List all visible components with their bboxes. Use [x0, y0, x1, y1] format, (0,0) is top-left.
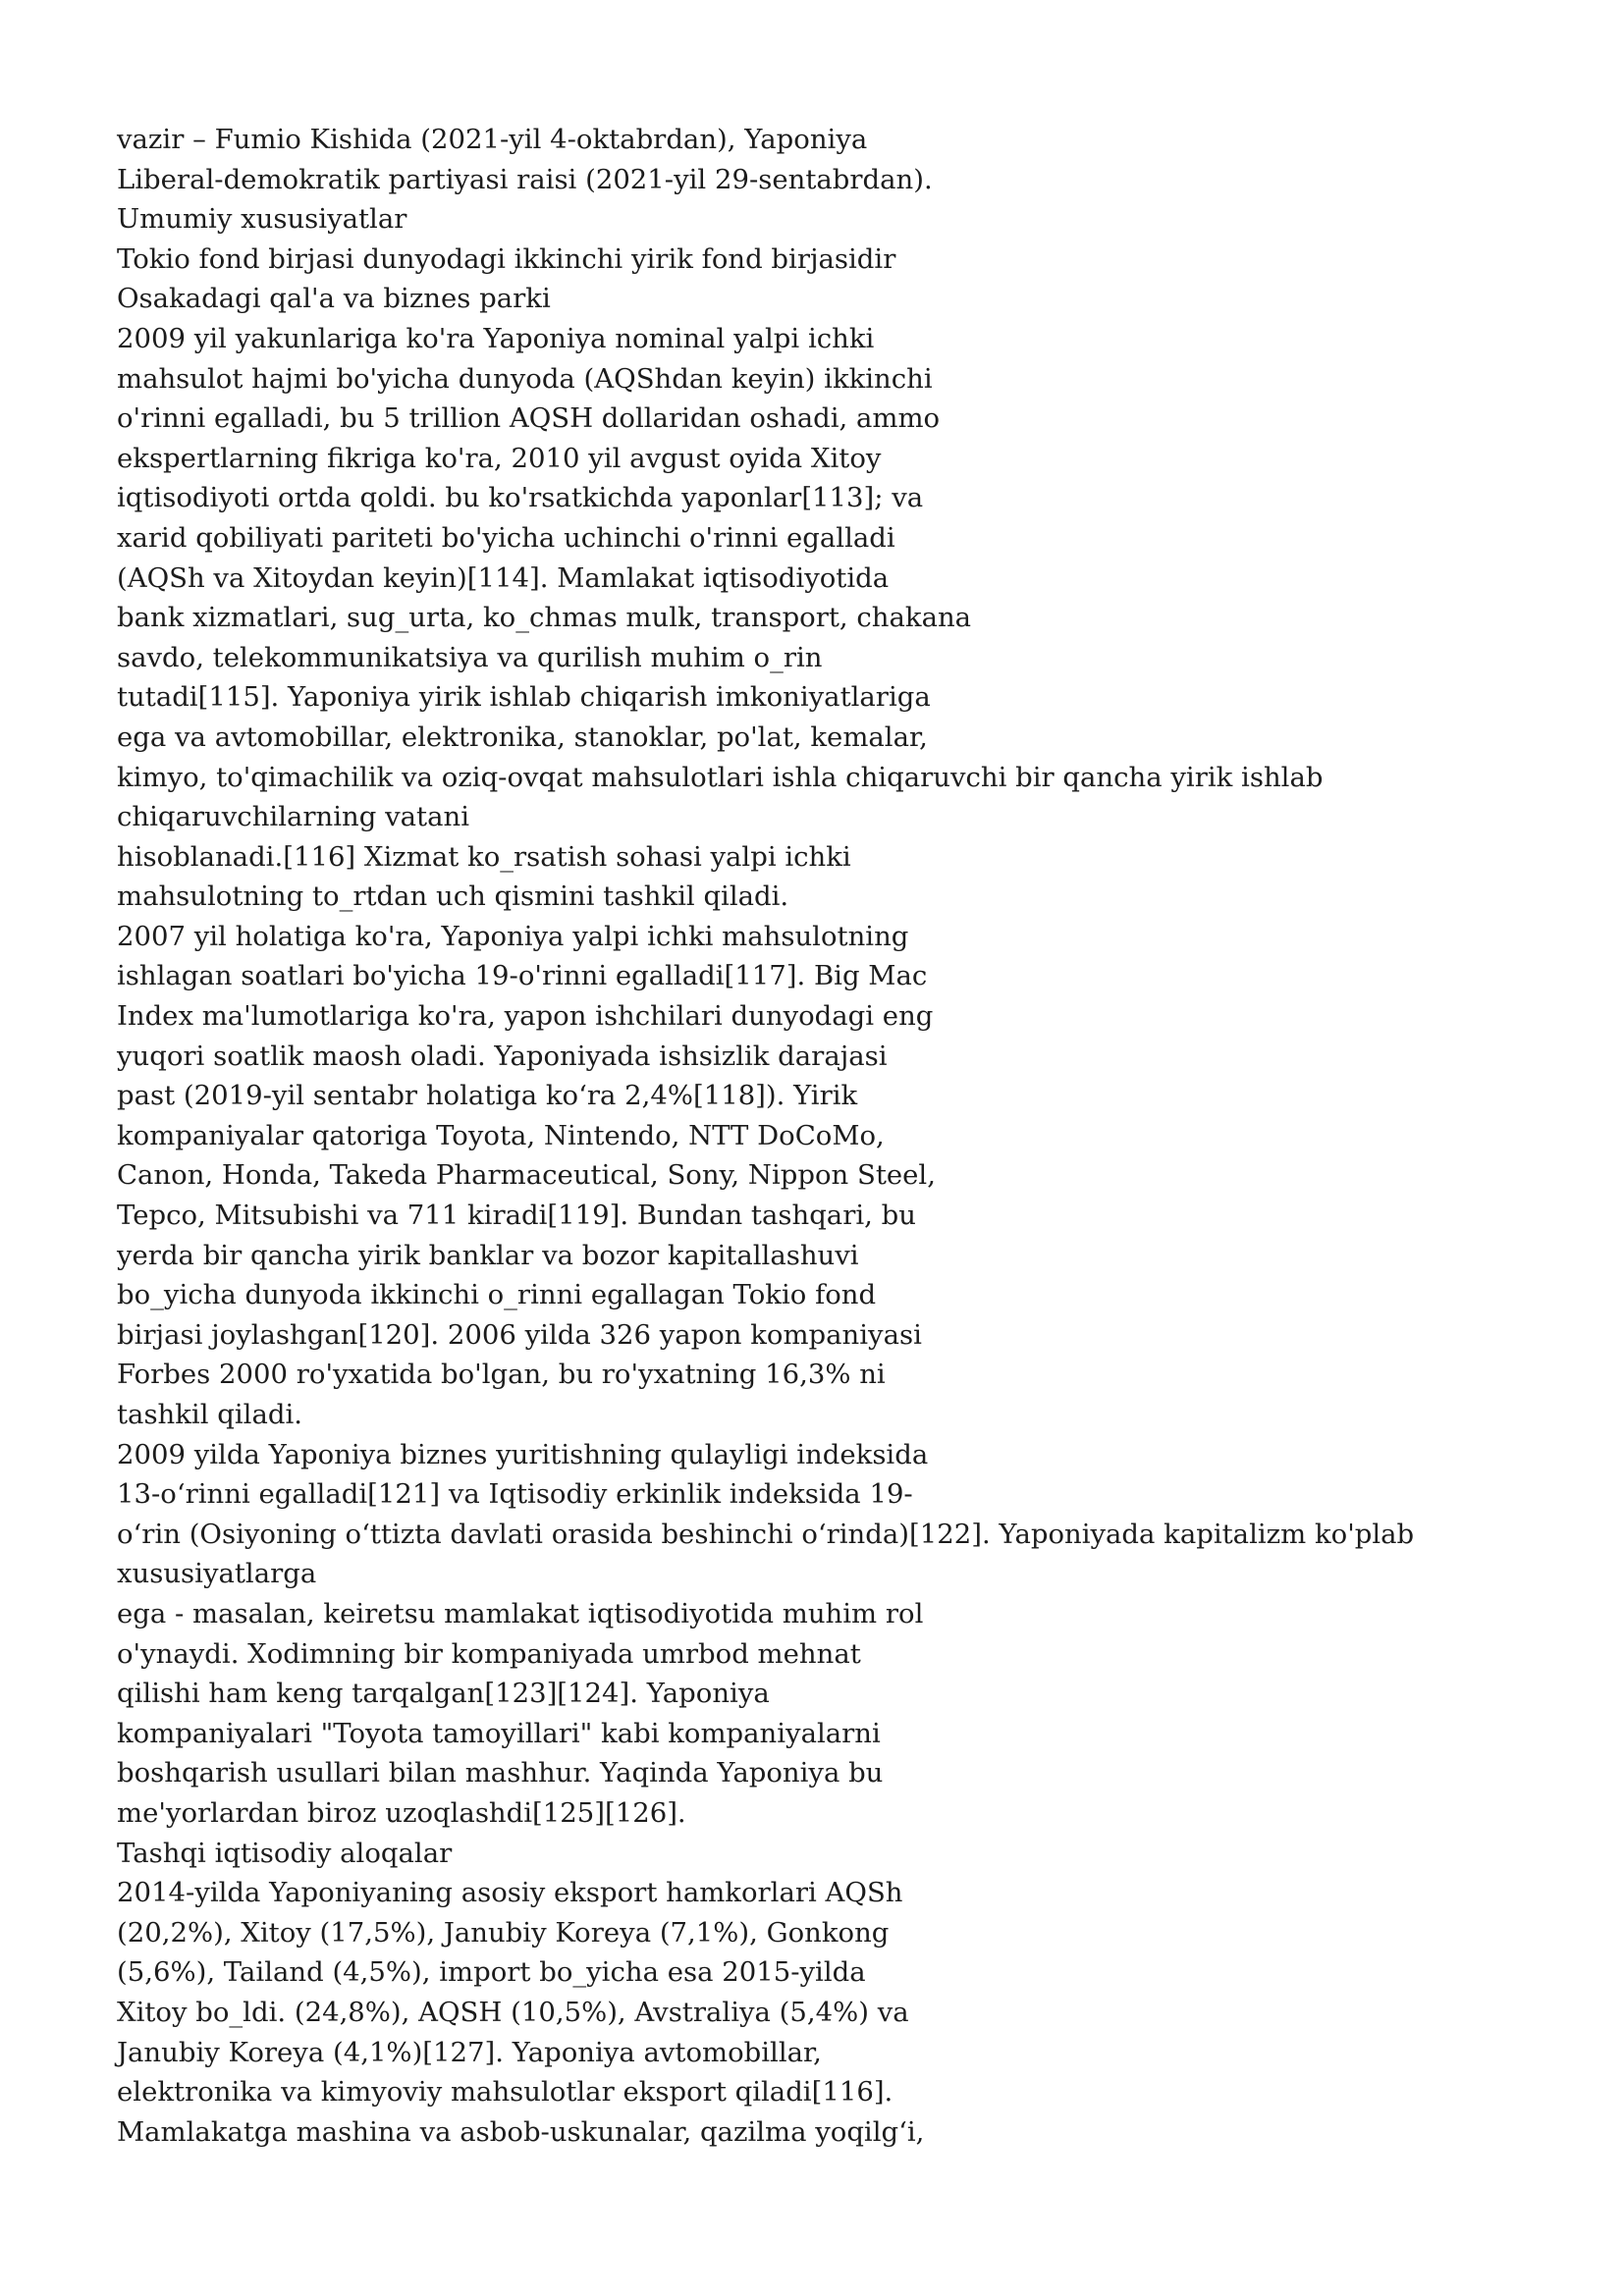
text-line: birjasi joylashgan[120]. 2006 yilda 326 yapon kompaniyasi [117, 1318, 922, 1351]
text-line: ekspertlarning fikriga ko'ra, 2010 yil avgust oyida Xitoy [117, 442, 882, 474]
text-line: yuqori soatlik maosh oladi. Yaponiyada ishsizlik darajasi [117, 1040, 888, 1072]
text-line: kompaniyalari "Toyota tamoyillari" kabi kompaniyalarni [117, 1717, 881, 1749]
text-line: 2009 yilda Yaponiya biznes yuritishning qulayligi indeksida [117, 1438, 929, 1470]
text-line: bank xizmatlari, sug_urta, ko_chmas mulk, transport, chakana [117, 602, 972, 634]
text-line: kimyo, to'qimachilik va oziq-ovqat mahsulotlari ishla chiqaruvchi bir qancha yirik ishlab [117, 761, 1324, 793]
text-line: (5,6%), Tailand (4,5%), import bo_yicha esa 2015-yilda [117, 1956, 866, 1989]
text-line: kompaniyalar qatoriga Toyota, Nintendo, NTT DoCoMo, [117, 1119, 885, 1151]
text-line: tashkil qiladi. [117, 1399, 302, 1430]
text-line: Forbes 2000 ro'yxatida bo'lgan, bu ro'yxatning 16,3% ni [117, 1359, 886, 1391]
text-line: mahsulot hajmi bo'yicha dunyoda (AQShdan keyin) ikkinchi [117, 362, 933, 395]
text-line: ega - masalan, keiretsu mamlakat iqtisodiyotida muhim rol [117, 1597, 924, 1629]
image-caption: Osakadagi qal'a va biznes parki [117, 283, 551, 315]
text-line: xarid qobiliyati pariteti bo'yicha uchinchi o'rinni egalladi [117, 521, 895, 554]
text-line: o'rinni egalladi, bu 5 trillion AQSH dollaridan oshadi, ammo [117, 402, 941, 435]
text-line: Tepco, Mitsubishi va 711 kiradi[119]. Bundan tashqari, bu [117, 1200, 916, 1232]
text-line: me'yorlardan biroz uzoqlashdi[125][126]. [117, 1796, 686, 1829]
text-line: Janubiy Koreya (4,1%)[127]. Yaponiya avtomobillar, [117, 2036, 822, 2068]
text-line: vazir – Fumio Kishida (2021-yil 4-oktabrdan), Yaponiya [117, 124, 868, 155]
text-line: tutadi[115]. Yaponiya yirik ishlab chiqarish imkoniyatlariga [117, 681, 931, 714]
text-line: o'ynaydi. Xodimning bir kompaniyada umrbod mehnat [117, 1637, 861, 1670]
text-line: ishlagan soatlari bo'yicha 19-o'rinni egalladi[117]. Big Mac [117, 960, 928, 992]
text-line: mahsulotning to_rtdan uch qismini tashkil qiladi. [117, 881, 789, 913]
text-line: Xitoy bo_ldi. (24,8%), AQSH (10,5%), Avstraliya (5,4%) va [117, 1996, 909, 2028]
text-line: boshqarish usullari bilan mashhur. Yaqinda Yaponiya bu [117, 1757, 884, 1789]
text-line: Liberal-demokratik partiyasi raisi (2021-yil 29-sentabrdan). [117, 163, 933, 195]
document-body [117, 120, 1511, 2152]
text-line: hisoblanadi.[116] Xizmat ko_rsatish sohasi yalpi ichki [117, 840, 851, 873]
text-line: savdo, telekommunikatsiya va qurilish muhim o_rin [117, 641, 823, 673]
text-line: iqtisodiyoti ortda qoldi. bu ko'rsatkichda yaponlar[113]; va [117, 482, 924, 514]
text-line: oʻrin (Osiyoning oʻttizta davlati orasida beshinchi oʻrinda)[122]. Yaponiyada kapitalizm ko'plab [117, 1518, 1415, 1550]
text-line: yerda bir qancha yirik banklar va bozor kapitallashuvi [117, 1239, 859, 1271]
text-line: 13-oʻrinni egalladi[121] va Iqtisodiy erkinlik indeksida 19- [117, 1478, 913, 1511]
text-line: elektronika va kimyoviy mahsulotlar eksport qiladi[116]. [117, 2076, 893, 2109]
text-line: Mamlakatga mashina va asbob-uskunalar, qazilma yoqilgʻi, [117, 2115, 925, 2148]
text-line: (AQSh va Xitoydan keyin)[114]. Mamlakat iqtisodiyotida [117, 561, 890, 594]
section-heading: Tashqi iqtisodiy aloqalar [117, 1837, 453, 1869]
text-line: (20,2%), Xitoy (17,5%), Janubiy Koreya (7,1%), Gonkong [117, 1916, 890, 1949]
text-line: xususiyatlarga [117, 1558, 317, 1590]
text-line: bo_yicha dunyoda ikkinchi o_rinni egallagan Tokio fond [117, 1279, 877, 1311]
text-line: Canon, Honda, Takeda Pharmaceutical, Sony, Nippon Steel, [117, 1159, 936, 1192]
text-line: past (2019-yil sentabr holatiga koʻra 2,4%[118]). Yirik [117, 1080, 858, 1112]
text-line: ega va avtomobillar, elektronika, stanoklar, po'lat, kemalar, [117, 721, 928, 753]
text-line: Index ma'lumotlariga ko'ra, yapon ishchilari dunyodagi eng [117, 1000, 934, 1033]
text-line: chiqaruvchilarning vatani [117, 801, 469, 833]
text-line: 2007 yil holatiga ko'ra, Yaponiya yalpi ichki mahsulotning [117, 920, 909, 952]
text-line: 2009 yil yakunlariga ko'ra Yaponiya nominal yalpi ichki [117, 322, 875, 354]
text-line: qilishi ham keng tarqalgan[123][124]. Yaponiya [117, 1678, 770, 1710]
section-heading: Umumiy xususiyatlar [117, 203, 407, 236]
image-caption: Tokio fond birjasi dunyodagi ikkinchi yirik fond birjasidir [117, 242, 896, 275]
text-line: 2014-yilda Yaponiyaning asosiy eksport hamkorlari AQSh [117, 1877, 903, 1909]
